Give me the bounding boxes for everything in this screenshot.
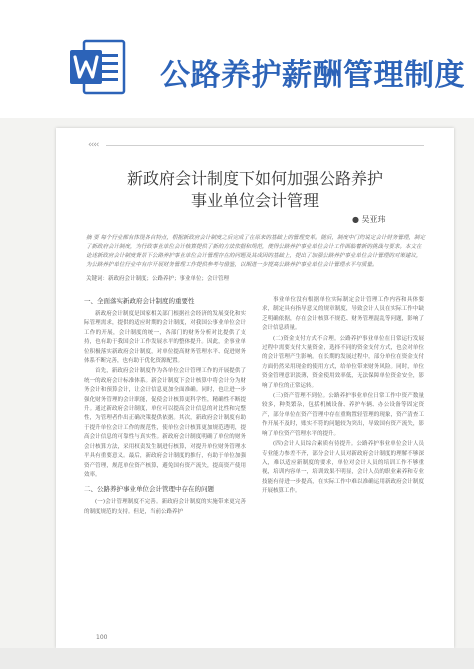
paragraph: 事业单位没有根据单位实际制定会计管理工作内容和具体要求，制定具有指导意义的规章制度，导致会计人员在实际工作中缺乏明确依据，存在会计核算不规范、财务管理混乱等问题，影响了会计信息质量。	[262, 297, 424, 332]
bottom-stripe	[0, 648, 474, 669]
paragraph: (一)会计管理制度不完善。新政府会计制度的实施带来更完善的制度规范的支持。但是，当前公路养护	[84, 499, 246, 515]
title-line-1: 新政府会计制度下如何加强公路养护	[126, 169, 383, 188]
paragraph: (二)资金支付方式不合理。公路养护事业单位在日常运行发展过程中需要支付大量资金，选择不同的资金支付方式，也会对单位的会计管理产生影响。在长期的发展过程中，部分单位在资金支付方面仍然采用现金的使用方式，给单位带来财务风险。同时，单位资金管理意识淡薄，资金使用效率低，无法保障单位资金安全，影响了单位的正常运转。	[262, 335, 424, 389]
top-divider	[106, 145, 424, 146]
paragraph: (三)资产管理不到位。公路养护事业单位日常工作中资产数量较多，种类繁杂，包括机械设备、养护车辆、办公设备等固定资产，部分单位在资产管理中存在重购置轻管理的现象，资产清查工作开展不及时，账实不符的问题较为突出，导致国有资产流失，影响了单位资产管理水平的提升。	[262, 393, 424, 437]
abstract: 摘 要 每个行业都有体现各自特点，根据新政府会计制度之后完成了在原来的基础上的管理变革。随后，制度中门均说定会计财务管理，制定了新政府会计制度，为行政事业单位会计核算提供了新的方法依据和规范，使得公路养护事业单位会计工作面临着新的挑战与要求。本文在论述新政府会计制度背景下公路养护事业单位会计管理存在的问题及其成因的基础上，提出了加强公路养护事业单位会计管理的对策建议，为公路养护单位行业中有序开展财务管理工作提供参考与借鉴，以期进一步提高公路养护事业单位会计管理水平与质量。	[86, 235, 426, 268]
keywords: 关键词：新政府会计制度；公路养护；事业单位；会计管理	[86, 276, 230, 282]
section-heading: 二、公路养护事业单位会计管理中存在的问题	[84, 485, 214, 494]
document-page	[56, 128, 454, 648]
left-column	[84, 296, 246, 518]
chevrons-icon: ‹‹‹‹	[88, 140, 99, 150]
author: ● 吴亚玮	[352, 215, 386, 224]
word-document-icon	[68, 38, 128, 96]
title-line-2: 事业单位会计管理	[190, 191, 319, 210]
header-banner	[0, 0, 474, 118]
header-title: 公路养护薪酬管理制度	[160, 58, 465, 93]
paragraph: 新政府会计制度是国家相关部门根据社会经济的发展变化和实际管理需求，提供的适应时期的会计制度，对我国公事业单位会计工作的开展，会计制度的统一，各部门的财务分析对比提供了支持，也有助于我国会计工作发展水平的整体提升。因此，企事业单位积极落实新政府会计制度，对单位提高财务管理水平、促进财务体系不断完善，也有助于优化资源配置。	[84, 311, 246, 365]
page-number: 100	[96, 634, 108, 641]
document-title	[56, 168, 454, 212]
paragraph: (四)会计人员综合素质有待提升。公路养护事业单位会计人员专业能力参差不齐，部分会计人员对新政府会计制度的理解不够深入，难以适应新制度的要求，单位对会计人员的培训工作不够重视，培训内容单一，培训效果不明显，会计人员的职业素养和专业技能有待进一步提高，在实际工作中难以准确运用新政府会计制度开展核算工作。	[262, 441, 424, 495]
paragraph: 首先，新政府会计制度作为各单位会计管理工作的开展提供了统一的政府会计标准体系。新会计制度下会计核算中将会计分为财务会计和预算会计，让会计信息更加全面准确。同时，也让进一步强化财务管理的会计职能，促使会计核算更科学性，精确性不断提升。通过新政府会计制度，单位可以提高会计信息的对比性和完整性，为管理者作出正确决策提供依据。其次，新政府会计制度有助于提升单位会计工作的规范性，使单位会计核算更加规范透明，提高会计信息的可靠性与真实性。新政府会计制度明确了单位的财务会计核算方法，采用权责发生制进行核算，对提升单位财务管理水平具有重要意义。最后，新政府会计制度的推行，有助于单位加强资产管理，规范单位资产核算，避免国有资产流失，提高资产使用效率。	[84, 368, 246, 478]
right-column	[262, 296, 424, 498]
section-heading: 一、全面落实新政府会计制度的重要性	[84, 297, 195, 305]
